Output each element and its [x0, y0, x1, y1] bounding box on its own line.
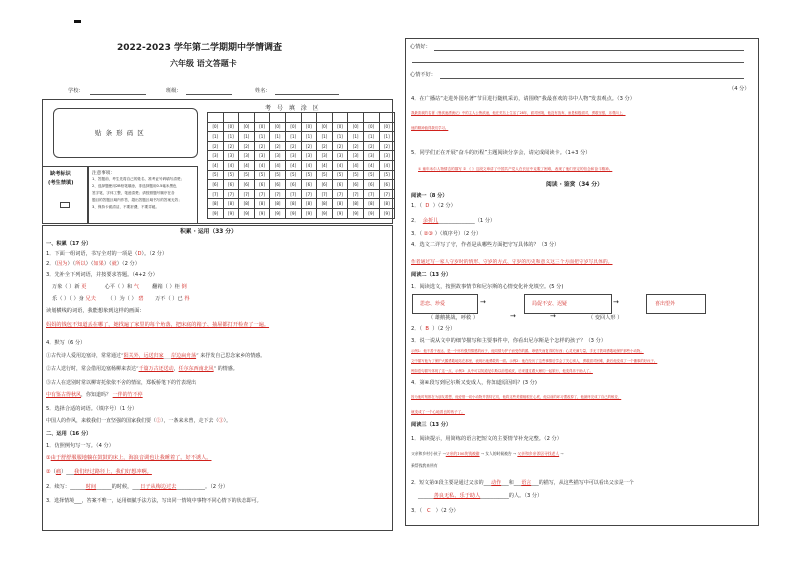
plot-box-2-text: 局促不安、迟疑 — [532, 301, 568, 307]
q5: 5．选择合适的词语。（填序号）（1 分） — [46, 406, 138, 412]
class-field[interactable] — [186, 94, 232, 95]
r3-q1-flow: 父亲和乡村小伙子 →父亲的100块钱被偷 → 女人的时候被告 → 父亲和乡亲邻居寻找老人 → — [411, 451, 564, 456]
q4-1: ①古代诗人爱用边塞诗，常常通过“阳关外，远送归家___岸边扁舟荡” 来抒发自己思念家乡的情感。 — [46, 353, 266, 359]
r1-q1: 1．（ D ）（2 分） — [411, 203, 456, 209]
q6: 1．仿照例句写一写。（4 分） — [46, 443, 114, 449]
p2-q4: 4．在广播站“走进外国名著”节目进行随机采访，请围绕“我最喜欢的书中人物”发表观点。（3 分） — [411, 96, 635, 102]
r2-q4: 4．第④段写到尼尔斯又变成人，你知道原因吗？(3 分) — [411, 380, 537, 386]
q5-line: 中国人的作风，来救我们一直坚强的国家我们要（②），一条来未曾，走下去（③）。 — [46, 418, 232, 424]
r1-q2: 2． 余折儿______________（1 分） — [411, 218, 496, 224]
page-title: 2022-2023 学年第二学期期中学情调查 — [117, 43, 282, 53]
p2-q5-answer: ① 童年米尔人物情态的描写 ② 《 》这段文章讲了中国共产党人在长征中克服了困难，表现了他们坚定的信念和奋斗精神。 — [418, 167, 613, 171]
exam-number-label: 考 号 填 涂 区 — [265, 105, 321, 112]
notes-line: 2、选择题使用2B铅笔填涂，非选择题用0.5毫米黑色 — [92, 184, 177, 188]
corner-mark — [74, 20, 81, 23]
school-field[interactable] — [90, 94, 146, 95]
plot-box-3-text: 喜出望外 — [655, 301, 676, 307]
r3-q2: 2．短文第③段主要是通过父亲的___动作___和___语言___的描写，从这些描写中可以看出父亲是一个 — [411, 480, 634, 486]
notes-line: 3、保持卡面清洁，不要折叠，不要弄破。 — [92, 205, 159, 209]
q4-3b: 中有鉴古得秋风，你知道吗？ 一伴的竹不停 — [46, 392, 143, 398]
r1-q4: 4．选文二详写了守，作者是从哪些方面把守写具体的？（3 分） — [411, 242, 560, 248]
arrow-icon: → — [480, 298, 486, 306]
q4-3: ③古人在送别时常以柳寄托依依不舍的情谊，郑板桥笔下的竹表现出 — [46, 380, 197, 386]
plot-label-1: （ 雄鹅挑战，呼救 ） — [428, 315, 479, 321]
plot-box-1-text: 思恋、珍爱 — [420, 301, 446, 307]
r2-q4-answer: 就变成了一个心地善良的孩子了。 — [411, 410, 465, 414]
notes-line: 1、答题前，考生先将自己的姓名、准考证号码填写清楚； — [92, 177, 185, 181]
reading-2-title: 阅读二（13 分） — [411, 272, 452, 278]
arrow-icon: → — [613, 298, 619, 306]
r3-q2-b: ______善良无私、乐于助人___________的人。（3 分） — [418, 493, 543, 499]
school-label: 学校： — [68, 88, 84, 94]
r2-q1: 1．阅读选文，按照故事情节和尼尔斯的心情变化补充填空。(5 分) — [411, 284, 564, 290]
q4-2: ②古人送行时，常会借用边塞杨柳来表达“千篇万古还送动，任尔东西南北风” 的情感。 — [46, 366, 238, 372]
q6-2: ②（痛）___我们经过路径上，我们好想冲啊。 — [46, 469, 152, 475]
p2-q4-answer-2: 他的精神值得我们学习。 — [411, 126, 449, 130]
notes-title: 注意事项： — [92, 171, 115, 176]
mood-bad-label: 心情不好： — [410, 72, 436, 78]
absent-sub: (考生禁填) — [48, 180, 74, 186]
q3-answer: 妈妈的钱包不知道丢在哪了，她找遍了家里的每个角落，把床底的箱子、抽屉都打开检查了一遍。 — [46, 322, 270, 328]
q3-row2: 乐（ ）（ ）身 兄夫 （ ）为（ ） 碧 万不（ ）已 得 — [52, 296, 190, 302]
r3-q1-flow-2: 乘帮钱我来所有 — [411, 463, 438, 468]
notes-line: 题目的答题区域内作答，超出答题区域书写的答案无效； — [92, 198, 182, 202]
q8: 3．选择情境___，答案不唯一，运用细腻手法方法，写出同一情境中事物不同心情下的状态即可。 — [46, 498, 262, 504]
r3-q3: 3．（ C ）（2 分） — [411, 508, 459, 514]
part1-header: 积累 · 运用（33 分） — [180, 229, 237, 235]
r2-q2: 2．（ B ）（2 分） — [411, 326, 456, 332]
r2-q3-answer: 文中描写他为了保护大鹅勇敢地站在那里，表现出他勇敢的一面。示例2：他在经历了这些事情后学会了关心别人，勇敢面对困难，最后他变成了一个懂事的好孩子。 — [411, 359, 658, 363]
r2-q3: 3．说一说从文中的细节描写和主要事件中，你看出尼尔斯是个怎样的孩子？（3 分） — [411, 338, 607, 344]
mood-good-label: 心情好： — [410, 44, 431, 50]
arrow-icon: → — [550, 312, 556, 320]
r2-q3-answer: 示例1：他不善于表达，是一个怀有强烈情感的孩子，他同情为护子而受伤的鹅，珍惜失而复得的东西；心灵充满力量，手无寸铁却勇敢地保护那些小动物。 — [411, 349, 644, 353]
name-label: 姓名： — [255, 88, 271, 94]
exam-number-grid[interactable]: [0] [0] [0] [0] [0] [0] [0] [0] [0] [0] [0] [0] [1] [1] [1] [1] [1] [1] [1] [1] [1] [1] [1] [1] [2] [2] [2] [2] [2] [2] [2] [2] [2] [2] [2] [2] [3] [3] [3] [3] [3] [3] [3] [3] [3] [3] [3] [3] [4] [4] [4] [4] [4] [4] [4] [4] [4] [4] [4] [4] [5] [5] [5] [5] [5] [5] [5] [5] [5] [5] [5] [5] [6] [6] [6] [6] [6] [6] [6] [6] [6] [6] [6] [6] [7] [7] [7] [7] [7] [7] [7] [7] [7] [7] [7] [7] [8] [8] [8] [8] [8] [8] [8] [8] [8] [8] [8] [8] [9] [9] [9] [9] [9] [9] [9] [9] [9] [9] [9] [9] — [207, 112, 395, 219]
mood-good-field-2[interactable] — [412, 62, 744, 63]
q3-row1: 万象（ ）新 更 心平（ ）和 气 翻箱（ ）柜 倒 — [52, 284, 187, 290]
q2: 2．（因为）（所以）（如果）（就）（2 分） — [46, 261, 140, 267]
plot-label-3: （ 变回人形 ） — [588, 315, 623, 321]
r1-q3: 3．（ ②③ ）（填序号）（2 分） — [411, 231, 482, 237]
absent-checkbox[interactable] — [60, 202, 70, 208]
mood-score: （4 分） — [729, 86, 750, 92]
r2-q3-answer: 例如语句描写体现了这一点，示例3：从中可以知道尼尔斯以前很顽皮，后来通过跟大雁们一起旅行，他变得乐于助人了。 — [411, 369, 593, 373]
q6-1: ①由于舒舒服服地躺在鼓鼓的床上，海浪音调也让我睡着了。好不诱人。 — [46, 455, 212, 461]
r3-q1: 1．阅读提示，用简练的语言把短文的主要情节补充完整。（2 分） — [411, 436, 562, 442]
q3-instruction: 读划横线的词语，我能想象到这样的画面： — [46, 308, 145, 314]
reading-header: 阅读 · 鉴赏（34 分） — [546, 182, 603, 188]
absent-label: 缺考标识 — [50, 171, 71, 177]
p2-q5: 5．同学们正在开展“奋斗的历程”主题阅读分享会，请完成阅读卡。（1+3 分） — [411, 150, 591, 156]
name-field[interactable] — [275, 94, 339, 95]
r2-q4-answer: 因为他时刻都在为朋友着想，他爱惜一切小动物并善待它们，他将这些美德植根在心底，他以前的坏习惯改掉了，他最终完成了自己的蜕变， — [411, 395, 622, 399]
notes-line: 签字笔，字体工整，笔迹清楚；请按照题号顺序在各 — [92, 191, 175, 195]
reading-1-title: 阅读一（8 分） — [411, 193, 448, 199]
q1: 1．下面一组词语，书写全对的一项是（D）。（2 分） — [46, 251, 168, 257]
q3: 3．先补全下列词语，并按要求答题。（4+2 分） — [46, 272, 158, 278]
q4: 4．默写（6 分） — [46, 340, 86, 346]
p2-q4-answer: 我最喜欢的名著《鲁滨逊漂流记》中的主人公鲁滨逊，他在荒岛上生活了28年，面对困境，他没有放弃，而是积极面对，勇敢坚强，乐观向上， — [411, 111, 626, 115]
section-1-title: 一、积累（17 分） — [46, 241, 92, 247]
barcode-label: 贴 条 形 码 区 — [95, 129, 145, 137]
mood-good-field[interactable] — [434, 50, 744, 51]
reading-3-title: 阅读三（13 分） — [411, 422, 452, 428]
mood-bad-field[interactable] — [440, 78, 744, 79]
arrow-icon: → — [510, 312, 516, 320]
q7: 2．续写：______时间______的时候，___日子从梅边过去___________。（2 分） — [46, 484, 229, 490]
class-label: 班级： — [166, 88, 182, 94]
page-subtitle: 六年级 语文答题卡 — [170, 59, 237, 68]
r1-q4-answer: 作者通过写一家人守岁时的情形、守岁的方式、守岁的历史和意义这三个方面把守岁写具体的。 — [411, 260, 613, 265]
section-2-title: 二、运用（16 分） — [46, 431, 92, 437]
